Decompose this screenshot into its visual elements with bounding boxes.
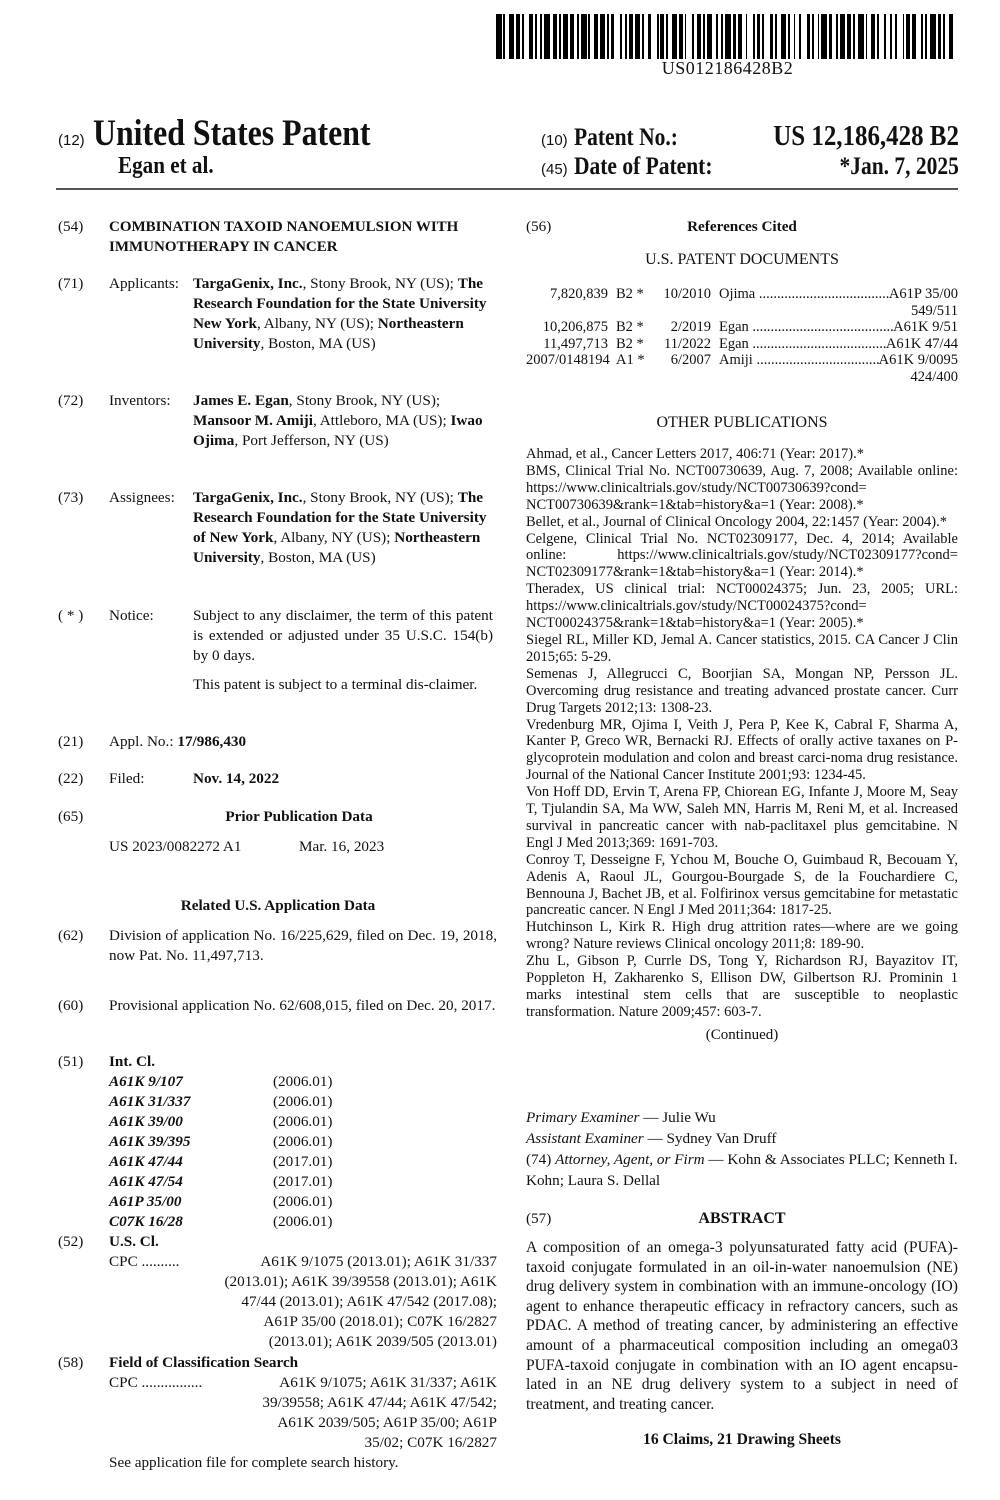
int-cl-row bbox=[109, 1172, 499, 1192]
inid-code-73: (73) bbox=[58, 489, 84, 506]
assistant-examiner-name: — Sydney Van Druff bbox=[643, 1130, 777, 1147]
ref-kind: B2 * bbox=[616, 286, 644, 302]
applicant-location: , Albany, NY (US); bbox=[256, 315, 378, 332]
ref-number: 7,820,839 bbox=[550, 286, 608, 302]
ipc-version: (2006.01) bbox=[273, 1113, 333, 1130]
ipc-version: (2006.01) bbox=[273, 1093, 333, 1110]
patent-type-heading bbox=[58, 112, 415, 155]
inid-code-72: (72) bbox=[58, 392, 84, 409]
appl-no-label: Appl. No.: bbox=[109, 733, 174, 750]
ipc-version: (2006.01) bbox=[273, 1193, 333, 1210]
notice-label: Notice: bbox=[109, 607, 154, 624]
int-cl-list bbox=[109, 1072, 499, 1232]
us-cl-cpc bbox=[109, 1252, 497, 1352]
reference-row bbox=[526, 336, 958, 353]
cpc-line: 47/44 (2013.01); A61K 47/542 (2017.08); bbox=[241, 1293, 497, 1310]
assistant-examiner-label: Assistant Examiner bbox=[526, 1130, 644, 1147]
publication-item: Bellet, et al., Journal of Clinical Oncology 2004, 22:1457 (Year: 2004).* bbox=[526, 513, 947, 530]
cpc-line: A61P 35/00 (2018.01); C07K 16/2827 bbox=[263, 1313, 497, 1330]
ref-inventor: Amiji bbox=[719, 352, 753, 368]
inid-code-52: (52) bbox=[58, 1233, 84, 1250]
reference-row bbox=[526, 352, 958, 369]
inventor-name: Iwao Ojima bbox=[193, 412, 483, 449]
ref-date: 6/2007 bbox=[670, 352, 711, 368]
references-heading: References Cited bbox=[687, 218, 797, 235]
attorney-label: Attorney, Agent, or Firm bbox=[555, 1151, 705, 1168]
applicants-list bbox=[193, 274, 489, 354]
patent-number-label: Patent No.: bbox=[573, 124, 678, 151]
ref-number: 2007/0148194 bbox=[526, 352, 610, 368]
ref-inventor: Ojima bbox=[719, 286, 756, 302]
ref-inventor: Egan bbox=[719, 335, 749, 352]
reference-row bbox=[526, 319, 958, 336]
document-type: United States Patent bbox=[92, 113, 371, 154]
int-cl-row bbox=[109, 1152, 499, 1172]
ref-number: 11,497,713 bbox=[543, 335, 608, 352]
assignee-name: TargaGenix, Inc. bbox=[193, 489, 303, 506]
field-search-heading: Field of Classification Search bbox=[109, 1354, 299, 1371]
inventor-short: Egan et al. bbox=[118, 153, 214, 179]
search-line: A61K 9/1075; A61K 31/337; A61K bbox=[279, 1374, 497, 1391]
assignee-location: , Boston, MA (US) bbox=[260, 549, 376, 566]
division-text: Division of application No. 16/225,629, filed on Dec. 19, 2018, now Pat. No. 11,497,713. bbox=[109, 927, 497, 964]
terminal-disclaimer-text: This patent is subject to a terminal dis-claimer. bbox=[193, 676, 478, 693]
filed-date: Nov. 14, 2022 bbox=[193, 770, 280, 787]
publication-item: Vredenburg MR, Ojima I, Veith J, Pera P, Kee K, Cabral F, Sharma A, Kanter P, Greco WR, Bernacki RJ. Effects of orally active taxanes on P-glycoprotein modulation and colon and breast carci-noma drug resistance. Journal of the National Cancer Institute 2001;93: 1234-45. bbox=[526, 716, 958, 784]
publication-item: Hutchinson L, Kirk R. High drug attrition rates—where are we going wrong? Nature reviews Clinical oncology 2011;8: 189-90. bbox=[526, 919, 958, 953]
cpc-line: A61K 9/1075 (2013.01); A61K 31/337 bbox=[260, 1253, 497, 1270]
inid-code-12: (12) bbox=[58, 132, 85, 149]
ref-date: 11/2022 bbox=[664, 335, 711, 352]
appl-no-value: 17/986,430 bbox=[177, 733, 247, 750]
cpc-line: (2013.01); A61K 2039/505 (2013.01) bbox=[268, 1333, 497, 1350]
cpc-prefix: CPC .......... bbox=[109, 1253, 180, 1270]
applicants-label: Applicants: bbox=[109, 275, 180, 292]
inid-code-56: (56) bbox=[526, 218, 552, 235]
publication-item: Celgene, Clinical Trial No. NCT02309177, Dec. 4, 2014; Available online: https://www.clinicaltrials.gov/study/NCT02309177?cond= NCT02309177&rank=1&tab=history&a=1 (Year: 2014).* bbox=[526, 530, 958, 581]
inventors-label: Inventors: bbox=[109, 392, 171, 409]
invention-title: COMBINATION TAXOID NANOEMULSION WITH IMMUNOTHERAPY IN CANCER bbox=[109, 219, 459, 255]
publication-item: Von Hoff DD, Ervin T, Arena FP, Chiorean EG, Infante J, Moore M, Seay T, Tjulandin SA, Ma WW, Saleh MN, Harris M, Reni M, et al. Increased survival in pancreatic cancer with nab-paclitaxel plus gemcitabine. N Engl J Med 2013;369: 1691-703. bbox=[526, 784, 958, 851]
inventor-name: Mansoor M. Amiji bbox=[193, 412, 313, 429]
examiners-block bbox=[526, 1107, 958, 1191]
ref-inventor: Egan bbox=[719, 319, 749, 335]
abstract-section bbox=[526, 1209, 958, 1450]
ref-class: A61K 9/0095 bbox=[878, 352, 958, 368]
ref-subclass: 424/400 bbox=[910, 368, 958, 385]
barcode-number: US012186428B2 bbox=[661, 58, 794, 78]
date-of-patent: *Jan. 7, 2025 bbox=[839, 153, 959, 180]
other-publications-heading: OTHER PUBLICATIONS bbox=[656, 414, 828, 431]
inid-code-21: (21) bbox=[58, 733, 84, 750]
ipc-version: (2017.01) bbox=[273, 1173, 333, 1190]
notice-text: Subject to any disclaimer, the term of this patent is extended or adjusted under 35 U.S.C. 154(b) by 0 days. bbox=[193, 607, 493, 664]
related-data-heading: Related U.S. Application Data bbox=[180, 897, 376, 914]
search-line: 39/39558; A61K 47/44; A61K 47/542; bbox=[262, 1394, 497, 1411]
inventor-location: , Stony Brook, NY (US); bbox=[288, 392, 441, 409]
us-patent-references-table bbox=[526, 286, 958, 385]
ipc-class: A61K 9/107 bbox=[109, 1073, 183, 1090]
ref-class: A61K 47/44 bbox=[885, 335, 958, 352]
inid-code-45: (45) bbox=[541, 161, 568, 178]
ipc-class: A61K 39/00 bbox=[109, 1113, 183, 1130]
int-cl-row bbox=[109, 1212, 499, 1232]
abstract-text: A composition of an omega-3 polyunsaturated fatty acid (PUFA)-taxoid conjugate formulated in an oil-in-water nanoemulsion (NE) drug delivery system in combination with an immune-oncology (IO) agent to enhance therapeutic efficacy in refractory cancers, such as PDAC. A method of treating cancer, by administering an effective amount of a pharmaceutical composition including an omega03 PUFA-taxoid conjugate in combination with an IO agent encapsu-lated in an NE drug delivery system to a subject in need of treatment, and treating cancer. bbox=[526, 1239, 958, 1413]
ipc-class: C07K 16/28 bbox=[109, 1213, 183, 1230]
int-cl-heading: Int. Cl. bbox=[109, 1053, 155, 1070]
assignees-label: Assignees: bbox=[109, 489, 175, 506]
inid-code-65: (65) bbox=[58, 808, 84, 825]
ref-name bbox=[711, 319, 893, 336]
int-cl-row bbox=[109, 1072, 499, 1092]
assignee-name: Northeastern University bbox=[193, 529, 481, 566]
applicant-name: TargaGenix, Inc. bbox=[193, 275, 303, 292]
publication-item: Zhu L, Gibson P, Currle DS, Tong Y, Richardson RJ, Bayazitov IT, Poppleton H, Zakharenko S, Ellison DW, Gilbertson RJ. Prominin 1 marks intestinal stem cells that are susceptible to neoplastic transformation. Nature 2009;457: 603-7. bbox=[526, 953, 958, 1020]
cpc-prefix: CPC ................ bbox=[109, 1374, 203, 1391]
inid-code-60: (60) bbox=[58, 997, 84, 1014]
ref-name bbox=[711, 286, 889, 303]
inid-code-74: (74) bbox=[526, 1151, 556, 1168]
inventor-location: , Port Jefferson, NY (US) bbox=[234, 432, 389, 449]
search-line: 35/02; C07K 16/2827 bbox=[364, 1434, 497, 1451]
publication-item: Siegel RL, Miller KD, Jemal A. Cancer statistics, 2015. CA Cancer J Clin 2015;65: 5-29. bbox=[526, 631, 958, 665]
ref-class: A61P 35/00 bbox=[888, 286, 958, 302]
ipc-class: A61K 31/337 bbox=[109, 1093, 191, 1110]
provisional-text: Provisional application No. 62/608,015, filed on Dec. 20, 2017. bbox=[109, 997, 496, 1014]
ref-class: A61K 9/51 bbox=[893, 319, 958, 335]
barcode bbox=[496, 14, 959, 59]
int-cl-row bbox=[109, 1132, 499, 1152]
int-cl-row bbox=[109, 1112, 499, 1132]
patent-number: US 12,186,428 B2 bbox=[773, 120, 959, 152]
attorney-name: — Kohn & Associates PLLC; Kenneth I. Kohn; Laura S. Dellal bbox=[526, 1151, 958, 1189]
inid-code-54: (54) bbox=[58, 218, 84, 235]
inid-code-57: (57) bbox=[526, 1210, 552, 1227]
reference-row bbox=[526, 286, 958, 303]
ref-subclass: 549/511 bbox=[911, 302, 958, 319]
search-history-note: See application file for complete search history. bbox=[109, 1454, 399, 1471]
prior-publication-date: Mar. 16, 2023 bbox=[299, 838, 385, 855]
inventor-location: , Attleboro, MA (US); bbox=[312, 412, 451, 429]
publication-item: BMS, Clinical Trial No. NCT00730639, Aug. 7, 2008; Available online: https://www.clinicaltrials.gov/study/NCT00730639?cond= NCT00730639&rank=1&tab=history&a=1 (Year: 2008).* bbox=[526, 462, 958, 513]
assignees-list bbox=[193, 488, 489, 568]
inid-code-notice: ( * ) bbox=[58, 607, 84, 624]
abstract-heading: ABSTRACT bbox=[698, 1210, 786, 1227]
publication-item: Ahmad, et al., Cancer Letters 2017, 406:71 (Year: 2017).* bbox=[526, 446, 864, 462]
publication-item: Semenas J, Allegrucci C, Boorjian SA, Mongan NP, Persson JL. Overcoming drug resistance and treating advanced prostate cancer. Curr Drug Targets 2012;13: 1308-23. bbox=[526, 665, 958, 716]
ipc-class: A61K 39/395 bbox=[109, 1133, 191, 1150]
ref-date: 2/2019 bbox=[670, 319, 711, 335]
primary-examiner-name: — Julie Wu bbox=[639, 1109, 716, 1126]
inid-code-51: (51) bbox=[58, 1053, 84, 1070]
inid-code-71: (71) bbox=[58, 275, 84, 292]
date-of-patent-row bbox=[541, 153, 959, 181]
inid-code-22: (22) bbox=[58, 770, 84, 787]
search-line: A61K 2039/505; A61P 35/00; A61P bbox=[277, 1414, 497, 1431]
ref-name bbox=[711, 352, 879, 369]
us-patent-documents-heading: U.S. PATENT DOCUMENTS bbox=[645, 251, 839, 268]
ipc-class: A61P 35/00 bbox=[109, 1193, 182, 1210]
header-divider bbox=[56, 188, 958, 190]
publication-item: Theradex, US clinical trial: NCT00024375; Jun. 23, 2005; URL: https://www.clinicaltrials.gov/study/NCT00024375?cond= NCT00024375&rank=1&tab=history&a=1 (Year: 2005).* bbox=[526, 581, 958, 632]
ref-kind: B2 * bbox=[616, 335, 644, 352]
continued-note: (Continued) bbox=[705, 1026, 779, 1043]
ref-kind: A1 * bbox=[616, 352, 645, 368]
ref-number: 10,206,875 bbox=[542, 319, 608, 335]
title-field bbox=[58, 217, 498, 259]
ipc-version: (2006.01) bbox=[273, 1073, 333, 1090]
ipc-version: (2006.01) bbox=[273, 1213, 333, 1230]
applicant-name: The Research Foundation for the State University New York bbox=[193, 275, 487, 332]
inid-code-10: (10) bbox=[541, 132, 568, 149]
references-cited bbox=[526, 217, 958, 270]
assignee-location: , Stony Brook, NY (US); bbox=[302, 489, 458, 506]
applicant-name: Northeastern University bbox=[193, 315, 464, 352]
assignee-name: The Research Foundation for the State University of New York bbox=[193, 489, 487, 546]
applicant-location: , Boston, MA (US) bbox=[260, 335, 376, 352]
patent-number-row bbox=[541, 120, 959, 153]
publication-item: Conroy T, Desseigne F, Ychou M, Bouche O, Guimbaud R, Becouam Y, Adenis A, Raoul JL, Gourgou-Bourgade S, de la Fouchardiere C, Bennouna J, Bachet JB, et al. Folfirinox versus gemcitabine for metastatic pancreatic cancer. N Engl J Med 2011;364: 1817-25. bbox=[526, 851, 958, 919]
prior-publication-number: US 2023/0082272 A1 bbox=[109, 838, 242, 855]
ref-name bbox=[711, 336, 886, 353]
assignee-location: , Albany, NY (US); bbox=[273, 529, 395, 546]
ipc-version: (2006.01) bbox=[273, 1133, 333, 1150]
filed-label: Filed: bbox=[109, 770, 145, 787]
claims-count: 16 Claims, 21 Drawing Sheets bbox=[643, 1431, 841, 1449]
applicant-location: , Stony Brook, NY (US); bbox=[302, 275, 458, 292]
prior-publication-heading: Prior Publication Data bbox=[225, 808, 373, 825]
ref-date: 10/2010 bbox=[663, 286, 711, 302]
primary-examiner-label: Primary Examiner bbox=[526, 1109, 640, 1126]
date-of-patent-label: Date of Patent: bbox=[573, 153, 713, 180]
int-cl-row bbox=[109, 1092, 499, 1112]
ipc-version: (2017.01) bbox=[273, 1153, 333, 1170]
inventors-list bbox=[193, 391, 493, 451]
int-cl-row bbox=[109, 1192, 499, 1212]
ref-kind: B2 * bbox=[616, 319, 644, 335]
inid-code-58: (58) bbox=[58, 1354, 84, 1371]
other-publications-list bbox=[526, 446, 958, 1044]
cpc-line: (2013.01); A61K 39/39558 (2013.01); A61K bbox=[224, 1273, 497, 1290]
ipc-class: A61K 47/54 bbox=[109, 1173, 183, 1190]
us-cl-heading: U.S. Cl. bbox=[109, 1233, 159, 1250]
inventor-name: James E. Egan bbox=[193, 392, 289, 409]
ipc-class: A61K 47/44 bbox=[109, 1153, 183, 1170]
inid-code-62: (62) bbox=[58, 927, 84, 944]
